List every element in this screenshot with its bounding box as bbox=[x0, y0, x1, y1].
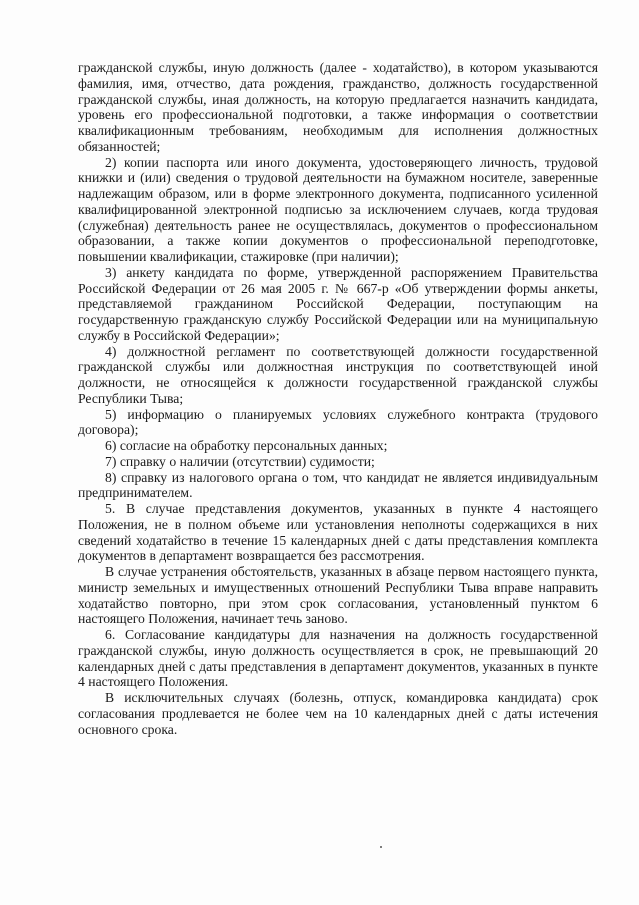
list-item-3-questionnaire: 3) анкету кандидата по форме, утвержденной распоряжением Правительства Российской Федерации от 26 мая 2005 г. № 667-р «Об утверждении формы анкеты, представляемой гражданином Российской Федерации, поступающим на государственную гражданскую службу Российской Федерации или на муниципальную службу в Российской Федерации»; bbox=[78, 264, 598, 343]
list-item-5-contract-info: 5) информацию о планируемых условиях служебного контракта (трудового договора); bbox=[78, 406, 598, 438]
list-item-4-job-regulations: 4) должностной регламент по соответствующей должности государственной гражданской службы или должностная инструкция по соответствующей иной должности, не относящейся к должности государственной гражданской службы Республики Тыва; bbox=[78, 343, 598, 406]
scan-speck bbox=[380, 846, 382, 848]
paragraph-petition-continuation: гражданской службы, иную должность (далее - ходатайство), в котором указываются фамилия, имя, отчество, дата рождения, гражданство, должность государственной гражданской службы, иная должность, на которую предлагается назначить кандидата, уровень его профессиональной подготовки, а также информация о соответствии квалификационным требованиям, необходимым для исполнения должностных обязанностей; bbox=[78, 60, 598, 154]
list-item-8-tax-certificate: 8) справку из налогового органа о том, что кандидат не является индивидуальным предпринимателем. bbox=[78, 469, 598, 501]
list-item-7-criminal-record: 7) справку о наличии (отсутствии) судимости; bbox=[105, 453, 375, 469]
paragraph-point-5-resubmission: В случае устранения обстоятельств, указанных в абзаце первом настоящего пункта, министр земельных и имущественных отношений Республики Тыва вправе направить ходатайство повторно, при этом срок согласования, установленный пунктом 6 настоящего Положения, начинает течь заново. bbox=[78, 564, 598, 627]
paragraph-point-6-extension: В исключительных случаях (болезнь, отпуск, командировка кандидата) срок согласования продлевается не более чем на 10 календарных дней с даты истечения основного срока. bbox=[78, 690, 598, 737]
list-item-6-data-consent: 6) согласие на обработку персональных данных; bbox=[105, 438, 388, 453]
paragraph-point-6: 6. Согласование кандидатуры для назначения на должность государственной гражданской службы, иную должность осуществляется в срок, не превышающий 20 календарных дней с даты представления в департамент документов, указанных в пункте 4 настоящего Положения. bbox=[78, 627, 598, 690]
list-item-2-passport-copies: 2) копии паспорта или иного документа, удостоверяющего личность, трудовой книжки и (или) сведения о трудовой деятельности на бумажном носителе, заверенные надлежащим образом, или в форме электронного документа, подписанного усиленной квалифицированной электронной подписью за исключением случаев, когда трудовая (служебная) деятельность ранее не осуществлялась, документов о профессиональном образовании, а также копии документов о профессиональной переподготовке, повышении квалификации, стажировке (при наличии); bbox=[78, 154, 598, 264]
paragraph-point-5: 5. В случае представления документов, указанных в пункте 4 настоящего Положения, не в полном объеме или установления неполноты содержащихся в них сведений ходатайство в течение 15 календарных дней с даты представления комплекта документов в департамент возвращается без рассмотрения. bbox=[78, 501, 598, 564]
document-body bbox=[78, 60, 598, 737]
